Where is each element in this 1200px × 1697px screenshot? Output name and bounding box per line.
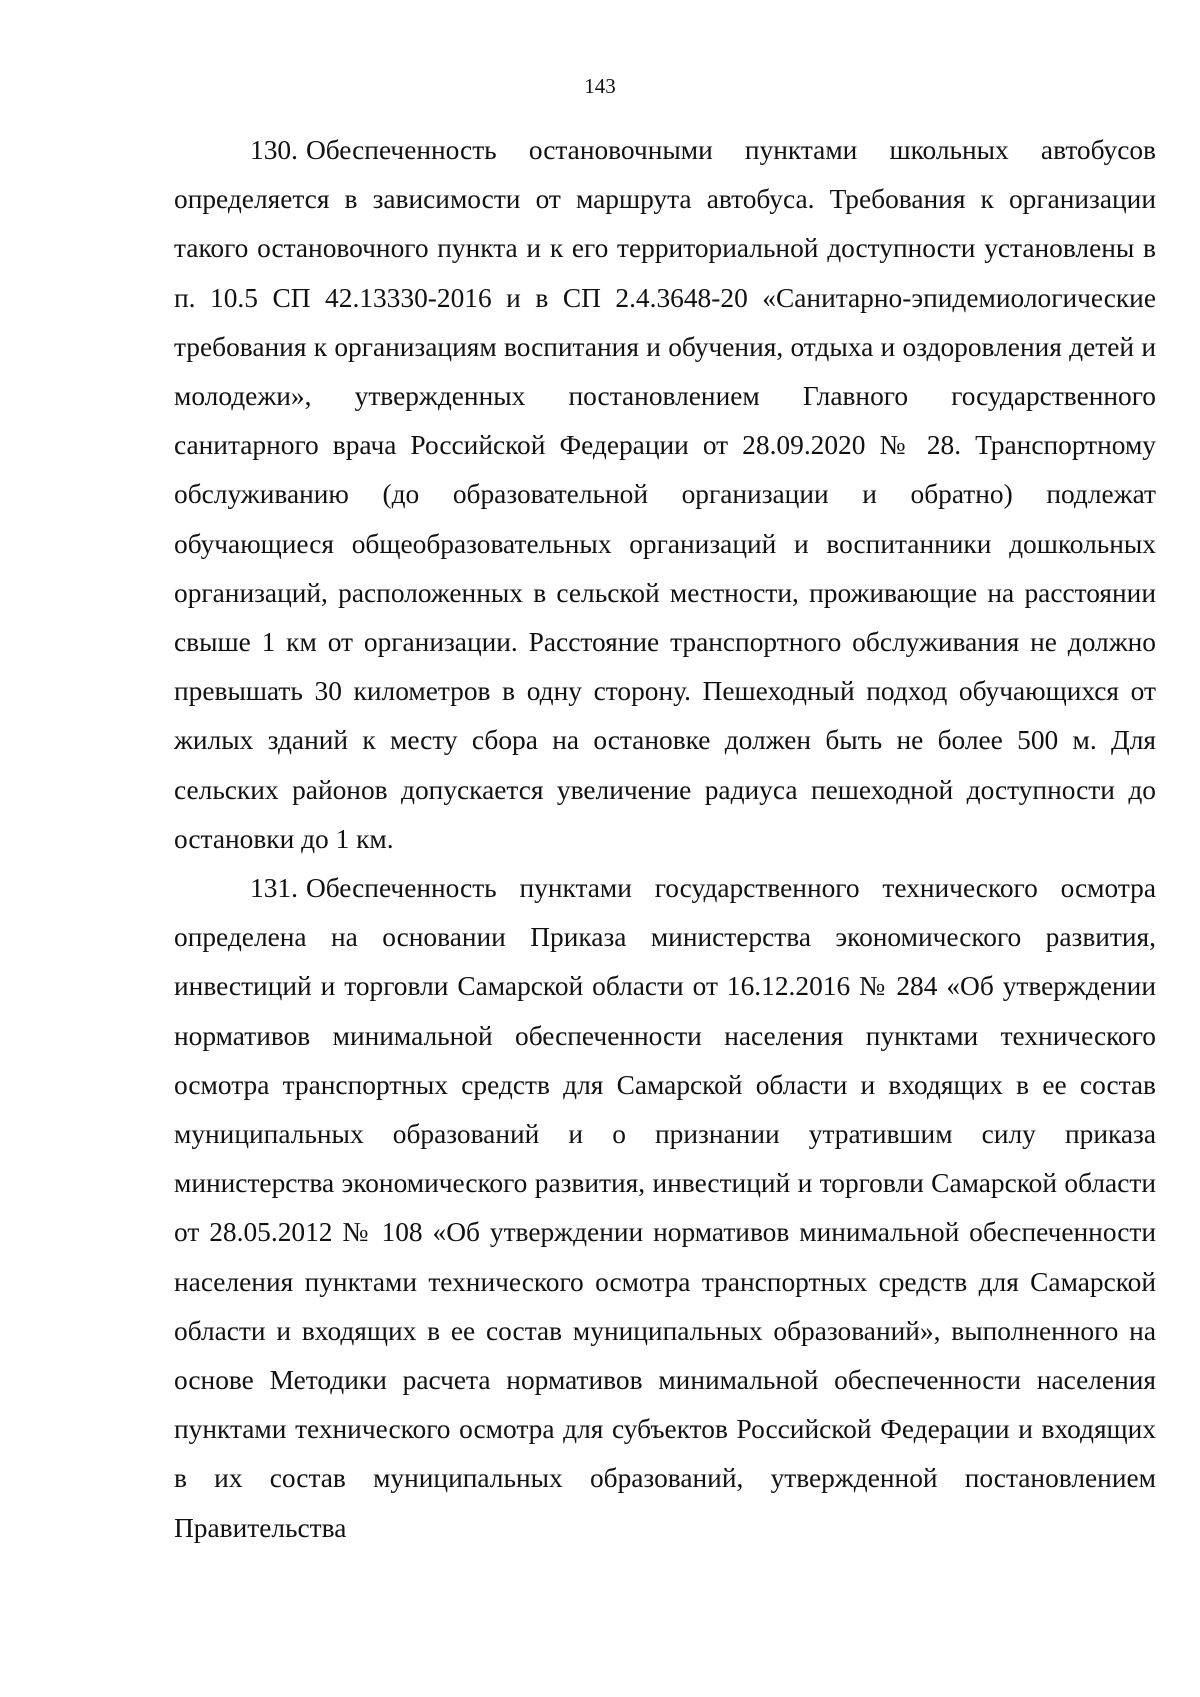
paragraph-text: Обеспеченность пунктами государственного технического осмотра определена на основании Приказа министерства экономического развития, инвестиций и торговли Самарской области от 16.12.2016 № 284 «Об утверждении нормативов минимальной обеспеченности населения пунктами технического осмотра транспортных средств для Самарской области и входящих в ее состав муниципальных образований и о признании утратившим силу приказа министерства экономического развития, инвестиций и торговли Самарской области от 28.05.2012 № 108 «Об утверждении нормативов минимальной обеспеченности населения пунктами технического осмотра транспортных средств для Самарской области и входящих в ее состав муниципальных образований», выполненного на основе Методики расчета нормативов минимальной обеспеченности населения пунктами технического осмотра для субъектов Российской Федерации и входящих в их состав муниципальных образований, утвержденной постановлением Правительства	[174, 873, 1156, 1543]
document-body	[174, 126, 1156, 1553]
paragraph-text: Обеспеченность остановочными пунктами школьных автобусов определяется в зависимости от маршрута автобуса. Требования к организации такого остановочного пункта и к его территориальной доступности установлены в п. 10.5 СП 42.13330-2016 и в СП 2.4.3648-20 «Санитарно-эпидемиологические требования к организациям воспитания и обучения, отдыха и оздоровления детей и молодежи», утвержденных постановлением Главного государственного санитарного врача Российской Федерации от 28.09.2020 № 28. Транспортному обслуживанию (до образовательной организации и обратно) подлежат обучающиеся общеобразовательных организаций и воспитанники дошкольных организаций, расположенных в сельской местности, проживающие на расстоянии свыше 1 км от организации. Расстояние транспортного обслуживания не должно превышать 30 километров в одну сторону. Пешеходный подход обучающихся от жилых зданий к месту сбора на остановке должен быть не более 500 м. Для сельских районов допускается увеличение радиуса пешеходной доступности до остановки до 1 км.	[174, 135, 1156, 854]
paragraph-number: 131.	[250, 873, 298, 904]
page-number: 143	[584, 74, 616, 98]
paragraph-130	[174, 126, 1156, 864]
paragraph-131	[174, 864, 1156, 1553]
paragraph-number: 130.	[250, 135, 298, 165]
